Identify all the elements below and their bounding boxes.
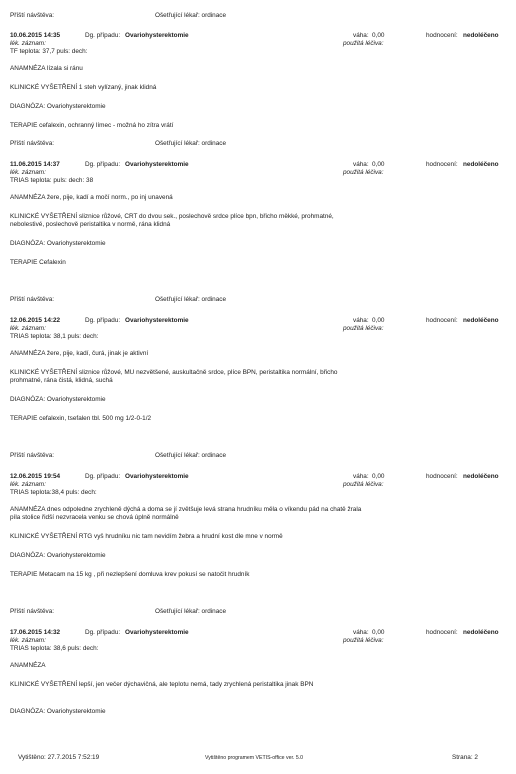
entry-datetime: 12.06.2015 19:54 — [10, 473, 61, 480]
case-dx-value: Ovariohysterektomie — [125, 473, 189, 480]
diagnoza-line: DIAGNÓZA: Ovariohysterektomie — [10, 103, 106, 110]
anamneza-line: ANAMNÉZA lízala si ránu — [10, 65, 83, 72]
weight-value: 0,00 — [372, 629, 385, 636]
rating-label: hodnocení: — [426, 32, 458, 39]
rating-value: nedoléčeno — [463, 32, 499, 39]
rating-value: nedoléčeno — [463, 161, 499, 168]
next-visit-label: Příští návštěva: — [10, 296, 55, 303]
vitals-line: TRIAS teplota: 38,6 puls: dech: — [10, 645, 99, 652]
entry-datetime: 10.06.2015 14:35 — [10, 32, 61, 39]
klinicke-line: KLINICKÉ VYŠETŘENÍ RTG vyš hrudníku nic tam nevidím žebra a hrudní kost dle mne v normě — [10, 533, 283, 540]
klinicke-line: KLINICKÉ VYŠETŘENÍ sliznice růžové, CRT do dvou sek., poslechově srdce plíce bpn, břicho měkké, prohmatné, nebolestivé, poslechově peristaltika v normě, rána klidná — [10, 213, 334, 228]
rating-value: nedoléčeno — [463, 629, 499, 636]
weight-value: 0,00 — [372, 32, 385, 39]
drug-use-label: použitá léčiva: — [343, 325, 384, 332]
klinicke-line: KLINICKÉ VYŠETŘENÍ lepší, jen večer dýchavičná, ale teplotu nemá, tady zrychlená peristaltika jinak BPN — [10, 681, 314, 688]
med-record-label: lék. záznam: — [10, 637, 46, 644]
anamneza-line: ANAMNÉZA dnes odpoledne zrychleně dýchá a doma se jí zvětšuje levá strana hrudníku měla o víkendu pád na chatě žrala píla stolice řidší nezvracela venku se chová úplně normálně — [10, 506, 362, 521]
vitals-line: TF teplota: 37,7 puls: dech: — [10, 48, 88, 55]
doctor-label: Ošetřující lékař: ordinace — [155, 12, 227, 19]
klinicke-line: KLINICKÉ VYŠETŘENÍ sliznice růžové, MU nezvětšené, auskultačně srdce, plíce BPN, peristaltika normální, břicho prohmatné, rána čistá, klidná, suchá — [10, 369, 338, 384]
weight-value: 0,00 — [372, 161, 385, 168]
weight-label: váha: — [353, 473, 369, 480]
terapie-line: TERAPIE Cefalexin — [10, 259, 66, 266]
anamneza-line: ANAMNÉZA žere, pije, kadí, čurá, jinak je aktivní — [10, 350, 149, 357]
rating-value: nedoléčeno — [463, 317, 499, 324]
weight-label: váha: — [353, 161, 369, 168]
rating-value: nedoléčeno — [463, 473, 499, 480]
case-dx-value: Ovariohysterektomie — [125, 317, 189, 324]
entry-datetime: 11.06.2015 14:37 — [10, 161, 60, 168]
terapie-line: TERAPIE Metacam na 15 kg , při nezlepšení domluva krev pokusí se natočit hrudník — [10, 571, 250, 578]
case-dx-label: Dg. případu: — [85, 473, 121, 480]
diagnoza-line: DIAGNÓZA: Ovariohysterektomie — [10, 240, 106, 247]
doctor-label: Ošetřující lékař: ordinace — [155, 296, 227, 303]
entry-datetime: 12.06.2015 14:22 — [10, 317, 61, 324]
case-dx-value: Ovariohysterektomie — [125, 32, 189, 39]
vitals-line: TRIAS teplota:38,4 puls: dech: — [10, 489, 97, 496]
next-visit-label: Příští návštěva: — [10, 140, 55, 147]
next-visit-label: Příští návštěva: — [10, 452, 55, 459]
vitals-line: TRIAS teplota: puls: dech: 38 — [10, 177, 94, 184]
drug-use-label: použitá léčiva: — [343, 40, 384, 47]
page-number: Strana: 2 — [452, 754, 478, 761]
entry-datetime: 17.06.2015 14:32 — [10, 629, 61, 636]
doctor-label: Ošetřující lékař: ordinace — [155, 608, 227, 615]
doctor-label: Ošetřující lékař: ordinace — [155, 140, 227, 147]
weight-label: váha: — [353, 32, 369, 39]
program-note: Vytištěno programem VETIS-office ver. 5.0 — [205, 755, 304, 761]
terapie-line: TERAPIE cefalexin, tsefalen tbl. 500 mg 1/2-0-1/2 — [10, 415, 152, 422]
doctor-label: Ošetřující lékař: ordinace — [155, 452, 227, 459]
rating-label: hodnocení: — [426, 473, 458, 480]
weight-label: váha: — [353, 317, 369, 324]
case-dx-label: Dg. případu: — [85, 32, 121, 39]
weight-label: váha: — [353, 629, 369, 636]
drug-use-label: použitá léčiva: — [343, 169, 384, 176]
med-record-label: lék. záznam: — [10, 169, 46, 176]
printed-timestamp: Vytištěno: 27.7.2015 7:52:19 — [18, 754, 100, 761]
case-dx-label: Dg. případu: — [85, 161, 121, 168]
terapie-line: TERAPIE cefalexin, ochranný límec - možná ho zítra vrátí — [10, 122, 174, 129]
med-record-label: lék. záznam: — [10, 40, 46, 47]
diagnoza-line: DIAGNÓZA: Ovariohysterektomie — [10, 396, 106, 403]
rating-label: hodnocení: — [426, 161, 458, 168]
case-dx-value: Ovariohysterektomie — [125, 161, 189, 168]
weight-value: 0,00 — [372, 473, 385, 480]
drug-use-label: použitá léčiva: — [343, 637, 384, 644]
rating-label: hodnocení: — [426, 629, 458, 636]
case-dx-label: Dg. případu: — [85, 317, 121, 324]
case-dx-label: Dg. případu: — [85, 629, 121, 636]
vitals-line: TRIAS teplota: 38,1 puls: dech: — [10, 333, 99, 340]
klinicke-line: KLINICKÉ VYŠETŘENÍ 1 steh vylízaný, jinak klidná — [10, 84, 157, 91]
rating-label: hodnocení: — [426, 317, 458, 324]
anamneza-line: ANAMNÉZA — [10, 662, 46, 669]
drug-use-label: použitá léčiva: — [343, 481, 384, 488]
med-record-label: lék. záznam: — [10, 481, 46, 488]
case-dx-value: Ovariohysterektomie — [125, 629, 189, 636]
weight-value: 0,00 — [372, 317, 385, 324]
anamneza-line: ANAMNÉZA žere, pije, kadí a močí norm., po inj unavená — [10, 194, 173, 201]
diagnoza-line: DIAGNÓZA: Ovariohysterektomie — [10, 552, 106, 559]
next-visit-label: Příští návštěva: — [10, 608, 55, 615]
diagnoza-line: DIAGNÓZA: Ovariohysterektomie — [10, 708, 106, 715]
med-record-label: lék. záznam: — [10, 325, 46, 332]
next-visit-label: Příští návštěva: — [10, 12, 55, 19]
